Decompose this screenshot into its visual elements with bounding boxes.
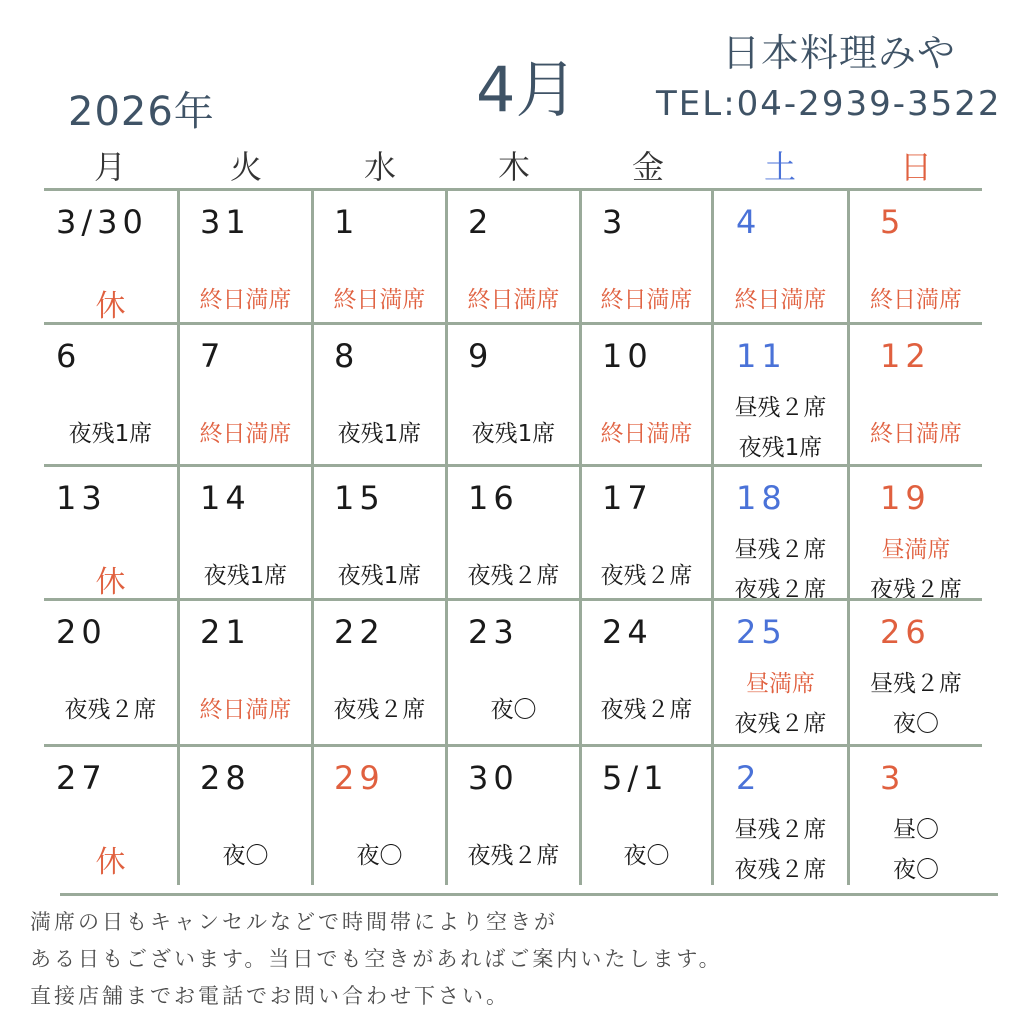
availability-status: 終日満席 xyxy=(467,287,560,313)
day-number: 28 xyxy=(200,759,251,797)
availability-status: 夜残２席 xyxy=(734,577,827,603)
calendar-day-cell[interactable] xyxy=(180,191,314,325)
day-number: 30 xyxy=(468,759,519,797)
day-number: 5/1 xyxy=(602,759,669,797)
calendar-day-cell[interactable] xyxy=(448,467,582,601)
calendar-day-cell[interactable] xyxy=(582,325,714,467)
availability-status: 夜残２席 xyxy=(467,843,560,869)
calendar-day-cell[interactable] xyxy=(448,325,582,467)
calendar-week-row xyxy=(44,322,982,467)
calendar-week-row xyxy=(44,188,982,325)
calendar-week-row xyxy=(44,598,982,747)
calendar-day-cell[interactable] xyxy=(714,325,850,467)
availability-status: 昼満席 xyxy=(746,671,815,697)
availability-status: 夜〇 xyxy=(356,843,403,869)
calendar-day-cell[interactable] xyxy=(850,601,982,747)
day-number: 18 xyxy=(736,479,787,517)
day-number: 1 xyxy=(334,203,360,241)
availability-status: 夜残２席 xyxy=(734,711,827,737)
availability-status: 夜残２席 xyxy=(600,563,693,589)
availability-status: 昼満席 xyxy=(881,537,951,563)
calendar-day-cell[interactable] xyxy=(448,747,582,885)
availability-status: 休 xyxy=(95,289,126,324)
shop-name: 日本料理みや xyxy=(722,31,957,75)
calendar-day-cell[interactable] xyxy=(714,467,850,601)
day-number: 11 xyxy=(736,337,787,375)
calendar-day-cell[interactable] xyxy=(850,325,982,467)
availability-status: 夜〇 xyxy=(893,857,939,883)
weekday-sat: 土 xyxy=(763,148,796,186)
month-title: 4月 xyxy=(476,53,578,126)
day-number: 6 xyxy=(56,337,82,375)
weekday-tue: 火 xyxy=(229,148,262,186)
day-number: 17 xyxy=(602,479,653,517)
phone-number[interactable]: TEL:04-2939-3522 xyxy=(656,84,1002,124)
weekday-header xyxy=(44,142,980,188)
availability-status: 夜残1席 xyxy=(471,421,556,447)
calendar-day-cell[interactable] xyxy=(44,747,180,885)
calendar-week-row xyxy=(44,464,982,601)
availability-status: 終日満席 xyxy=(870,287,962,313)
availability-status: 終日満席 xyxy=(600,421,693,447)
day-number: 2 xyxy=(468,203,494,241)
availability-status: 夜残２席 xyxy=(64,697,157,723)
calendar-day-cell[interactable] xyxy=(582,747,714,885)
day-number: 15 xyxy=(334,479,385,517)
calendar-day-cell[interactable] xyxy=(44,191,180,325)
day-number: 23 xyxy=(468,613,519,651)
availability-status: 夜残２席 xyxy=(870,577,962,603)
availability-status: 夜残２席 xyxy=(734,857,827,883)
day-number: 5 xyxy=(880,203,906,241)
calendar-day-cell[interactable] xyxy=(714,601,850,747)
day-number: 31 xyxy=(200,203,251,241)
calendar-week-row xyxy=(44,744,982,885)
calendar-day-cell[interactable] xyxy=(448,191,582,325)
calendar-day-cell[interactable] xyxy=(180,325,314,467)
availability-status: 終日満席 xyxy=(199,287,292,313)
availability-status: 昼残２席 xyxy=(870,671,962,697)
calendar-day-cell[interactable] xyxy=(850,191,982,325)
availability-status: 昼〇 xyxy=(893,817,939,843)
notice-line-3: 直接店舗までお電話でお問い合わせ下さい。 xyxy=(30,984,510,1008)
day-number: 10 xyxy=(602,337,653,375)
calendar-day-cell[interactable] xyxy=(314,325,448,467)
availability-status: 夜残２席 xyxy=(467,563,560,589)
calendar-day-cell[interactable] xyxy=(714,191,850,325)
availability-status: 終日満席 xyxy=(600,287,693,313)
day-number: 20 xyxy=(56,613,107,651)
weekday-wed: 水 xyxy=(363,148,396,186)
day-number: 26 xyxy=(880,613,931,651)
availability-status: 終日満席 xyxy=(734,287,827,313)
day-number: 13 xyxy=(56,479,107,517)
day-number: 7 xyxy=(200,337,226,375)
availability-status: 夜残２席 xyxy=(600,697,693,723)
availability-status: 夜〇 xyxy=(893,711,939,737)
availability-status: 終日満席 xyxy=(199,697,292,723)
availability-status: 夜残1席 xyxy=(203,563,288,589)
calendar-day-cell[interactable] xyxy=(714,747,850,885)
day-number: 3 xyxy=(602,203,628,241)
day-number: 19 xyxy=(880,479,931,517)
day-number: 25 xyxy=(736,613,787,651)
calendar-day-cell[interactable] xyxy=(180,601,314,747)
calendar-day-cell[interactable] xyxy=(44,325,180,467)
calendar-day-cell[interactable] xyxy=(180,747,314,885)
availability-status: 夜残２席 xyxy=(333,697,426,723)
calendar-day-cell[interactable] xyxy=(44,601,180,747)
calendar-day-cell[interactable] xyxy=(314,747,448,885)
calendar-day-cell[interactable] xyxy=(448,601,582,747)
notice-line-2: ある日もございます。当日でも空きがあればご案内いたします。 xyxy=(30,947,723,971)
availability-status: 終日満席 xyxy=(199,421,292,447)
day-number: 3 xyxy=(880,759,906,797)
day-number: 24 xyxy=(602,613,653,651)
availability-status: 夜〇 xyxy=(490,697,537,723)
calendar-day-cell[interactable] xyxy=(314,601,448,747)
day-number: 12 xyxy=(880,337,931,375)
calendar-day-cell[interactable] xyxy=(582,467,714,601)
availability-status: 終日満席 xyxy=(870,421,962,447)
notice-line-1: 満席の日もキャンセルなどで時間帯により空きが xyxy=(30,910,558,934)
availability-status: 昼残２席 xyxy=(734,395,827,421)
weekday-sun: 日 xyxy=(899,148,932,186)
availability-status: 夜〇 xyxy=(623,843,670,869)
availability-status: 休 xyxy=(95,565,126,600)
calendar-day-cell[interactable] xyxy=(582,601,714,747)
availability-status: 夜残1席 xyxy=(68,421,153,447)
calendar-day-cell[interactable] xyxy=(180,467,314,601)
year-label: 2026年 xyxy=(68,89,215,135)
availability-status: 昼残２席 xyxy=(734,817,827,843)
availability-status: 夜残1席 xyxy=(337,421,422,447)
day-number: 4 xyxy=(736,203,762,241)
calendar-day-cell[interactable] xyxy=(850,467,982,601)
availability-status: 夜〇 xyxy=(222,843,269,869)
day-number: 2 xyxy=(736,759,762,797)
day-number: 27 xyxy=(56,759,107,797)
calendar-day-cell[interactable] xyxy=(44,467,180,601)
notice-text xyxy=(30,904,723,1015)
day-number: 9 xyxy=(468,337,494,375)
day-number: 22 xyxy=(334,613,385,651)
availability-status: 終日満席 xyxy=(333,287,426,313)
day-number: 14 xyxy=(200,479,251,517)
bottom-divider xyxy=(60,893,998,896)
weekday-thu: 木 xyxy=(497,148,530,186)
day-number: 16 xyxy=(468,479,519,517)
availability-status: 夜残1席 xyxy=(738,435,823,461)
calendar-day-cell[interactable] xyxy=(850,747,982,885)
weekday-fri: 金 xyxy=(631,148,664,186)
day-number: 3/30 xyxy=(56,203,148,241)
day-number: 29 xyxy=(334,759,385,797)
calendar-day-cell[interactable] xyxy=(582,191,714,325)
day-number: 21 xyxy=(200,613,251,651)
weekday-mon: 月 xyxy=(93,148,126,186)
availability-status: 休 xyxy=(95,845,126,880)
availability-status: 夜残1席 xyxy=(337,563,422,589)
day-number: 8 xyxy=(334,337,360,375)
availability-status: 昼残２席 xyxy=(734,537,827,563)
calendar-day-cell[interactable] xyxy=(314,467,448,601)
calendar-day-cell[interactable] xyxy=(314,191,448,325)
